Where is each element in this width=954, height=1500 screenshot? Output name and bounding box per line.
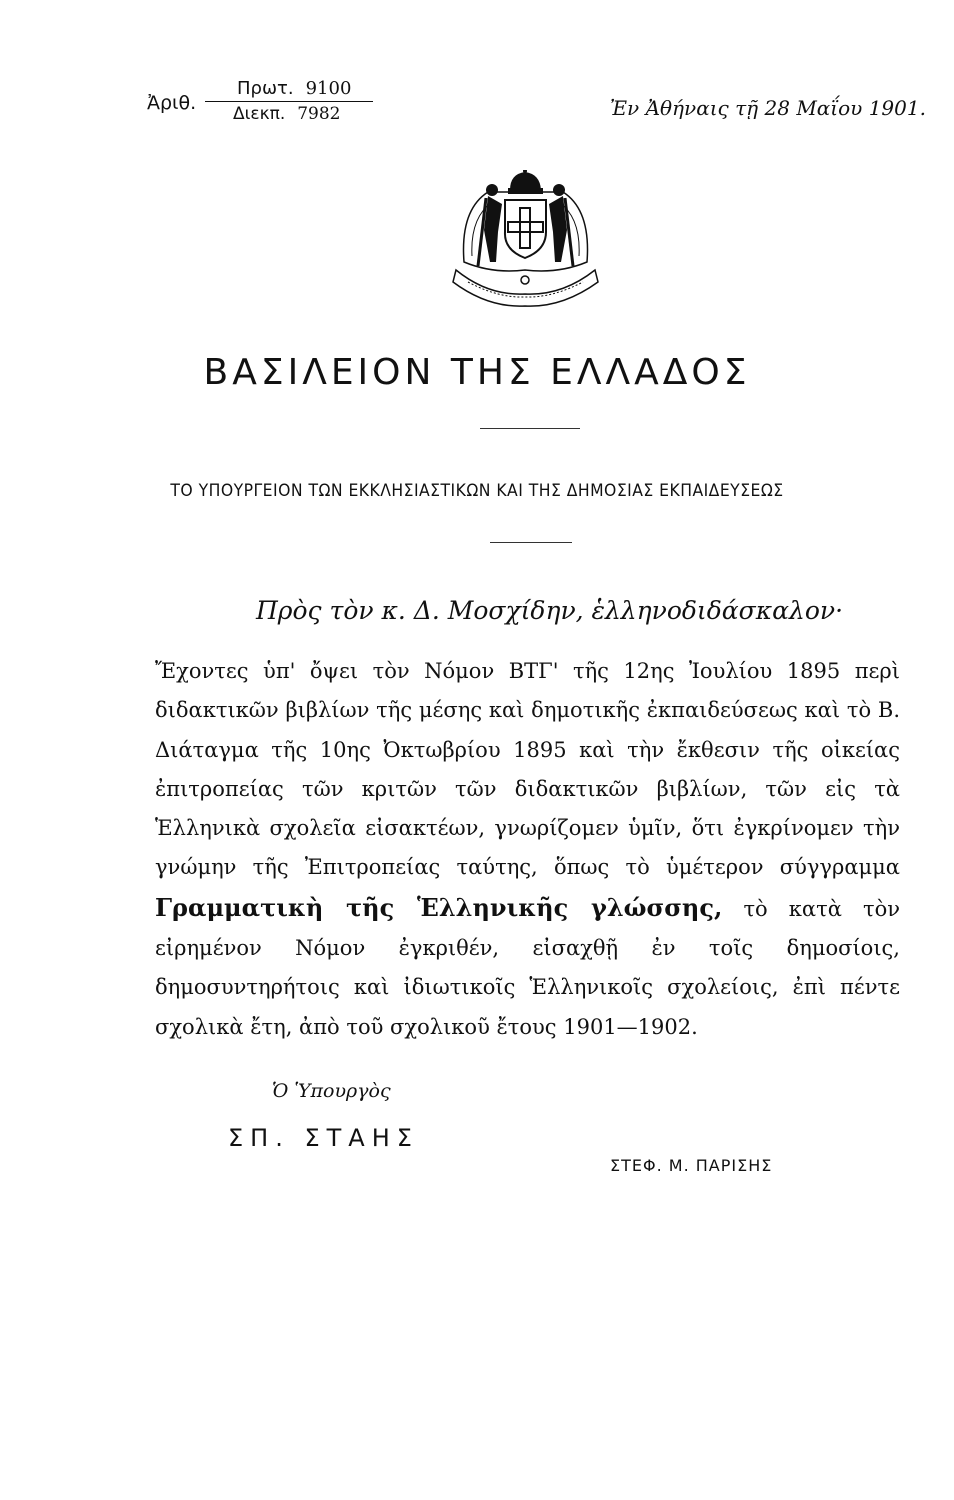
body-text-part: τὸ κατὰ τὸν εἰρημένον Νόμον ἐγκριθέν, εἰσαχθῇ ἐν τοῖς δημοσίοις, δημοσυντηρήτοις καὶ ἰδιωτικοῖς Ἑλληνικοῖς σχολείοις, ἐπὶ πέντε σχολικὰ ἔτη, ἀπὸ τοῦ σχολικοῦ ἔτους 1901—1902.	[155, 896, 900, 1039]
protocol-number	[233, 78, 375, 99]
protocol-label: Πρωτ.	[237, 78, 294, 99]
fraction-line	[205, 101, 373, 102]
dateline: Ἐν Ἀθήναις τῇ 28 Μαΐου 1901.	[610, 96, 926, 120]
body-text-part: Ἔχοντες ὑπ' ὄψει τὸν Νόμον ΒΤΓ' τῆς 12ης Ἰουλίου 1895 περὶ διδακτικῶν βιβλίων τῆς μέσης καὶ δημοτικῆς ἐκπαιδεύσεως καὶ τὸ Β. Διάταγμα τῆς 10ης Ὀκτωβρίου 1895 καὶ τὴν ἔκθεσιν τῆς οἰκείας ἐπιτροπείας τῶν κριτῶν τῶν διδακτικῶν βιβλίων, τῶν εἰς τὰ Ἑλληνικὰ σχολεῖα εἰσακτέων, γνωρίζομεν ὑμῖν, ὅτι ἐγκρίνομεν τὴν γνώμην τῆς Ἐπιτροπείας ταύτης, ὅπως τὸ ὑμέτερον σύγγραμμα	[155, 659, 900, 880]
protocol-value: 9100	[305, 78, 352, 99]
body-paragraph	[155, 652, 900, 1047]
minister-signature: ΣΠ. ΣΤΑΗΣ	[228, 1124, 419, 1152]
minister-title: Ὁ Ὑπουργὸς	[272, 1080, 391, 1102]
royal-coat-of-arms-icon	[448, 170, 603, 310]
reference-prefix: Ἀριθ.	[147, 92, 197, 114]
secretary-signature: ΣΤΕΦ. Μ. ΠΑΡΙΣΗΣ	[610, 1156, 773, 1175]
dispatch-number	[233, 104, 375, 124]
divider-rule	[480, 428, 580, 429]
dispatch-label: Διεκπ.	[233, 104, 286, 124]
kingdom-title: ΒΑΣΙΛΕΙΟΝ ΤΗΣ ΕΛΛΑΔΟΣ	[203, 352, 751, 393]
reference-fraction	[233, 78, 375, 124]
ministry-title: ΤΟ ΥΠΟΥΡΓΕΙΟΝ ΤΩΝ ΕΚΚΛΗΣΙΑΣΤΙΚΩΝ ΚΑΙ ΤΗΣ ΔΗΜΟΣΙΑΣ ΕΚΠΑΙΔΕΥΣΕΩΣ	[170, 481, 784, 501]
addressee-line: Πρὸς τὸν κ. Δ. Μοσχίδην, ἑλληνοδιδάσκαλον·	[256, 596, 844, 625]
book-title: Γραμματικὴ τῆς Ἑλληνικῆς γλώσσης,	[155, 892, 723, 922]
divider-rule	[490, 542, 572, 543]
decree-body	[155, 652, 900, 1047]
dispatch-value: 7982	[297, 104, 341, 124]
